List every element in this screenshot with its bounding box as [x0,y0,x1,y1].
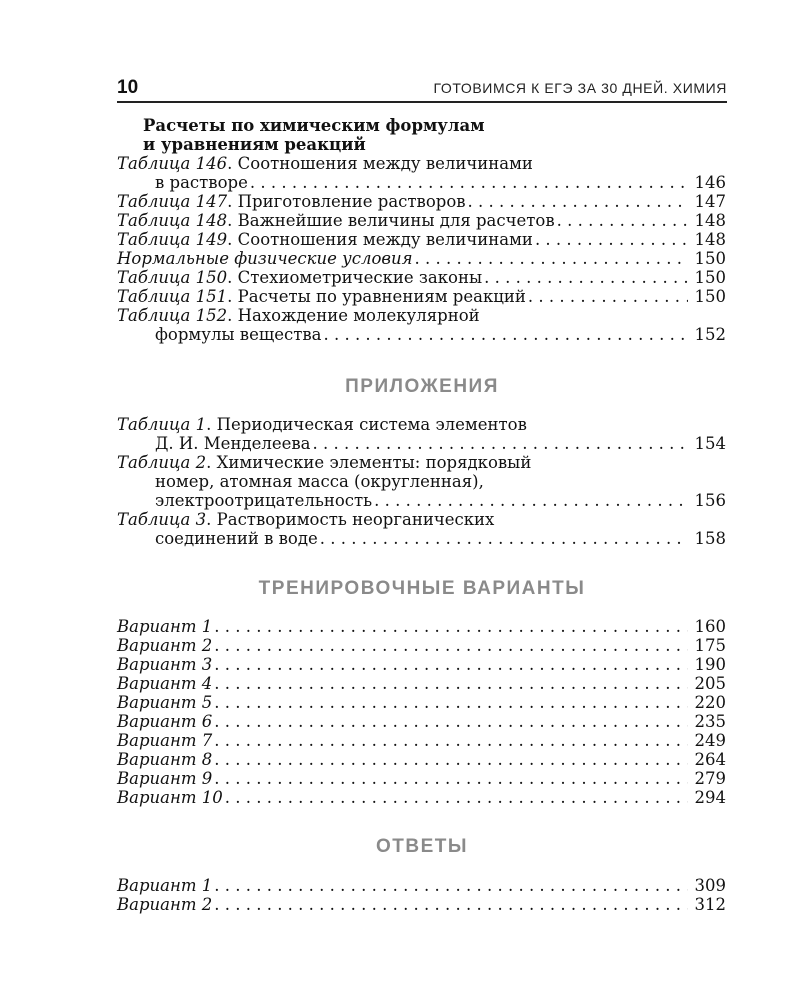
entry-text: . Важнейшие величины для расчетов [227,211,555,230]
section-title-training: ТРЕНИРОВОЧНЫЕ ВАРИАНТЫ [258,578,586,599]
entry-lead: Таблица 2 [117,453,207,472]
entry-page: 146 [694,173,726,192]
toc-entry[interactable] [117,895,726,914]
toc-entry[interactable] [117,674,726,693]
dot-leader [214,655,688,674]
entry-page: 152 [694,325,726,344]
dot-leader [214,636,688,655]
entry-lead: Таблица 148 [117,211,228,230]
toc-entry[interactable] [117,769,726,788]
toc-entry[interactable] [117,510,726,548]
toc-entry[interactable] [117,617,726,636]
toc-entry[interactable] [117,731,726,750]
toc-entry[interactable] [117,287,726,306]
entry-page: 312 [694,895,726,914]
dot-leader [214,712,688,731]
entry-lead: Нормальные физические условия [117,249,413,268]
entry-page: 154 [694,434,726,453]
entry-page: 190 [694,655,726,674]
entry-lead: Вариант 8 [117,750,213,769]
entry-text: номер, атомная масса (округленная), [155,472,484,491]
running-title: ГОТОВИМСЯ К ЕГЭ ЗА 30 ДНЕЙ. ХИМИЯ [433,80,727,96]
entry-text: . Приготовление растворов [227,192,466,211]
toc-entry[interactable] [117,655,726,674]
toc-entry[interactable] [117,211,726,230]
entry-text: формулы вещества [155,325,322,344]
entry-page: 147 [694,192,726,211]
dot-leader [528,287,688,306]
entry-page: 205 [694,674,726,693]
group-heading-line: и уравнениям реакций [143,135,366,154]
entry-lead: Вариант 4 [117,674,213,693]
entry-lead: Вариант 6 [117,712,213,731]
toc-group-answers [117,876,726,914]
entry-page: 264 [694,750,726,769]
toc-group-training [117,617,726,807]
toc-entry[interactable] [117,415,726,453]
toc-entry[interactable] [117,268,726,287]
page-header [117,77,727,101]
entry-page: 309 [694,876,726,895]
entry-page: 148 [694,211,726,230]
entry-text: . Растворимость неорганических [206,510,495,529]
entry-page: 158 [694,529,726,548]
group-heading-line: Расчеты по химическим формулам [143,116,485,135]
dot-leader [214,876,688,895]
dot-leader [323,325,688,344]
entry-text: . Расчеты по уравнениям реакций [227,287,526,306]
toc-entry[interactable] [117,712,726,731]
entry-lead: Таблица 152 [117,306,228,325]
entry-lead: Вариант 3 [117,655,213,674]
entry-page: 235 [694,712,726,731]
entry-lead: Вариант 1 [117,617,213,636]
dot-leader [320,529,688,548]
entry-text: . Периодическая система элементов [206,415,527,434]
entry-lead: Таблица 150 [117,268,228,287]
toc-group-appendix [117,415,726,548]
entry-text: соединений в воде [155,529,318,548]
entry-page: 160 [694,617,726,636]
entry-lead: Вариант 2 [117,636,213,655]
dot-leader [225,788,688,807]
dot-leader [214,731,688,750]
toc-entry[interactable] [117,788,726,807]
dot-leader [557,211,688,230]
entry-text: . Соотношения между величинами [227,230,533,249]
entry-text: в растворе [155,173,248,192]
toc-entry[interactable] [117,693,726,712]
entry-text: . Стехиометрические законы [227,268,483,287]
toc-entry[interactable] [117,249,726,268]
entry-lead: Таблица 3 [117,510,207,529]
section-title-appendix: ПРИЛОЖЕНИЯ [345,376,499,397]
entry-lead: Таблица 149 [117,230,228,249]
entry-text: Д. И. Менделеева [155,434,311,453]
toc-entry[interactable] [117,636,726,655]
entry-page: 279 [694,769,726,788]
dot-leader [468,192,688,211]
toc-entry[interactable] [117,154,726,192]
toc-group-calculations [117,116,726,344]
entry-page: 156 [694,491,726,510]
header-rule [117,101,727,103]
group-heading [117,116,726,154]
dot-leader [214,693,688,712]
entry-page: 148 [694,230,726,249]
entry-text: . Соотношения между величинами [227,154,533,173]
dot-leader [214,895,688,914]
page-number: 10 [117,77,139,98]
dot-leader [214,769,688,788]
toc-entry[interactable] [117,453,726,510]
entry-lead: Вариант 5 [117,693,213,712]
entry-page: 294 [694,788,726,807]
dot-leader [415,249,688,268]
entry-lead: Вариант 9 [117,769,213,788]
toc-entry[interactable] [117,230,726,249]
entry-lead: Таблица 147 [117,192,228,211]
entry-lead: Вариант 2 [117,895,213,914]
dot-leader [214,674,688,693]
entry-lead: Таблица 151 [117,287,228,306]
toc-entry[interactable] [117,750,726,769]
entry-text: . Химические элементы: порядковый [206,453,532,472]
dot-leader [374,491,688,510]
dot-leader [535,230,688,249]
dot-leader [250,173,688,192]
entry-text: . Нахождение молекулярной [227,306,480,325]
toc-entry[interactable] [117,306,726,344]
dot-leader [214,617,688,636]
entry-lead: Вариант 7 [117,731,213,750]
entry-lead: Вариант 1 [117,876,213,895]
dot-leader [214,750,688,769]
entry-text: электроотрицательность [155,491,373,510]
entry-lead: Вариант 10 [117,788,223,807]
section-title-answers: ОТВЕТЫ [376,836,468,857]
entry-page: 220 [694,693,726,712]
entry-lead: Таблица 146 [117,154,228,173]
dot-leader [484,268,688,287]
entry-lead: Таблица 1 [117,415,207,434]
dot-leader [313,434,688,453]
entry-page: 150 [694,287,726,306]
toc-entry[interactable] [117,876,726,895]
toc-entry[interactable] [117,192,726,211]
entry-page: 175 [694,636,726,655]
entry-page: 150 [694,249,726,268]
entry-page: 249 [694,731,726,750]
entry-page: 150 [694,268,726,287]
